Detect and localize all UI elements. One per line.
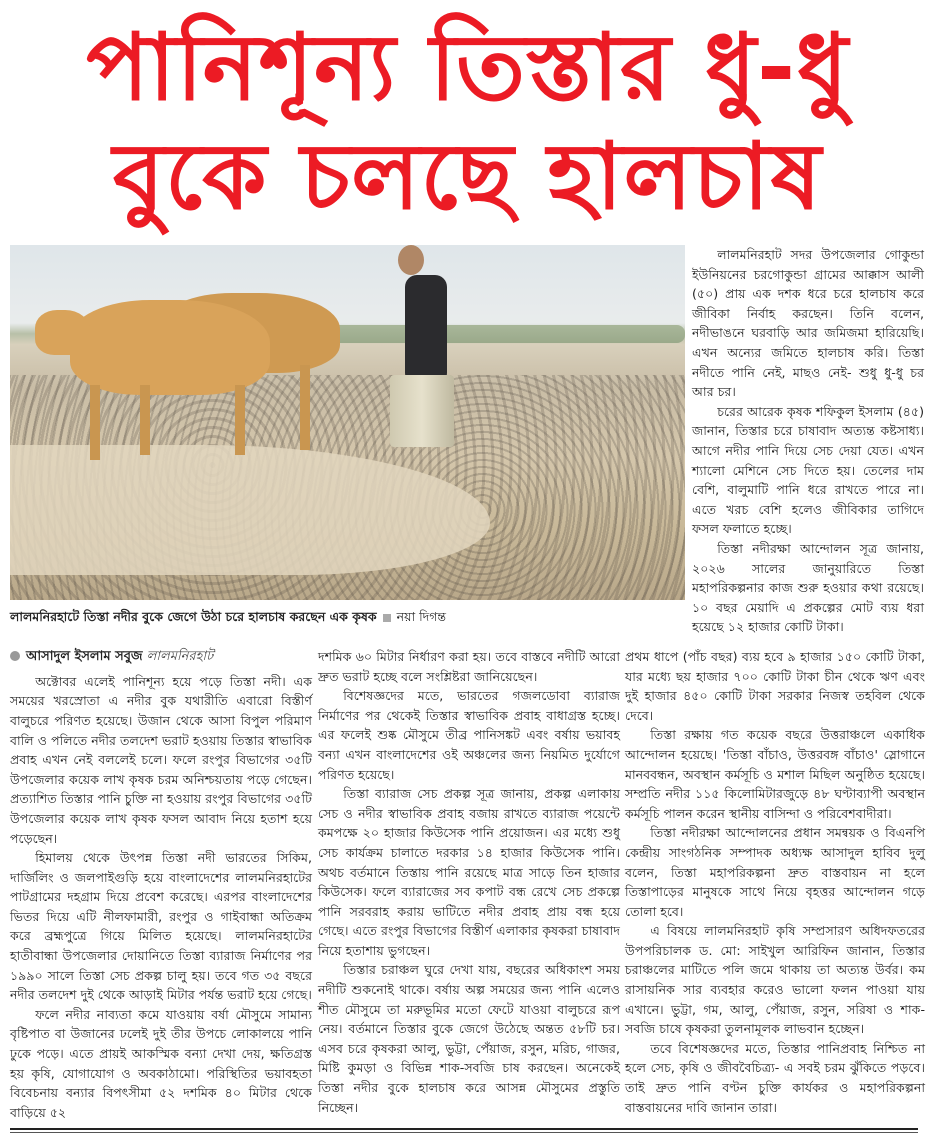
caption-text: লালমনিরহাটে তিস্তা নদীর বুকে জেগে উঠা চরে হালচাষ করছেন এক কৃষক <box>10 609 377 625</box>
paragraph: লালমনিরহাট সদর উপজেলার গোকুন্ডা ইউনিয়নের চরগোকুন্ডা গ্রামের আক্কাস আলী (৫০) প্রায় এক দশক ধরে চরে হালচাষ করে জীবিকা নির্বাহ করছেন। তিনি বলেন, নদীভাঙনে ঘরবাড়ি আর জমিজমা হারিয়েছি। এখন অন্যের জমিতে হালচাষ করি। তিস্তা নদীতে পানি নেই, মাছও নেই- শুধু ধু-ধু চর আর চর। <box>692 247 924 400</box>
headline-line-1: পানিশূন্য তিস্তার ধু-ধু <box>86 14 849 121</box>
photo-tree-line <box>330 325 685 343</box>
paragraph: তবে বিশেষজ্ঞদের মতে, তিস্তার পানিপ্রবাহ নিশ্চিত না হলে সেচ, কৃষি ও জীববৈচিত্র্য- এ সবই চরম ঝুঁকিতে পড়বে। তাই দ্রুত পানি বণ্টন চুক্তি কার্যকর ও মহাপরিকল্পনা বাস্তবায়নের দাবি জানান তারা। <box>625 1040 925 1115</box>
bottom-rule-thin <box>10 1132 918 1133</box>
top-section <box>10 245 925 637</box>
headline <box>10 14 925 231</box>
article-column-2 <box>318 647 620 1117</box>
square-bullet-icon <box>383 614 391 622</box>
photo-caption <box>10 608 685 627</box>
photo-cow-leg <box>235 385 245 455</box>
paragraph: ফলে নদীর নাব্যতা কমে যাওয়ায় বর্ষা মৌসুমে সামান্য বৃষ্টিপাত বা উজানের ঢলেই দুই তীর উপচে লোকালয়ে পানি ঢুকে পড়ে। এতে প্রায়ই আকস্মিক বন্যা দেখা দেয়, ক্ষতিগ্রস্ত হয় কৃষি, যোগাযোগ ও অবকাঠামো। পরিস্থিতির ভয়াবহতা বিবেচনায় বন্যার বিপৎসীমা ৫২ দশমিক ৪০ মিটার থেকে বাড়িয়ে ৫২ <box>10 1006 312 1120</box>
paragraph: তিস্তা ব্যারাজ সেচ প্রকল্প সূত্র জানায়, প্রকল্প এলাকায় সেচ ও নদীর স্বাভাবিক প্রবাহ বজায় রাখতে ব্যারাজ পয়েন্টে কমপক্ষে ২০ হাজার কিউসেক পানি প্রয়োজন। এর মধ্যে শুধু সেচ কার্যক্রম চালাতে দরকার ১৪ হাজার কিউসেক পানি। অথচ বর্তমানে তিস্তায় পানি রয়েছে মাত্র সাড়ে তিন হাজার কিউসেক। ফলে ব্যারাজের সব কপাট বন্ধ রেখে সেচ প্রকল্পে পানি সরবরাহ করায় ভাটিতে নদীর প্রবাহ প্রায় বন্ধ হয়ে গেছে। এতে রংপুর বিভাগের বিস্তীর্ণ এলাকার কৃষকরা চাষাবাদ নিয়ে হতাশায় ভুগছেন। <box>318 786 620 958</box>
photo-farmer-body <box>405 275 447 385</box>
article-column-1 <box>10 647 312 1122</box>
photo-cow-front <box>70 300 270 395</box>
article-column-right-top <box>692 245 924 637</box>
photo-cow-leg <box>90 385 100 460</box>
paragraph: তিস্তা নদীরক্ষা আন্দোলন সূত্র জানায়, ২০২৬ সালের জানুয়ারিতে তিস্তা মহাপরিকল্পনার কাজ শুরু হওয়ার কথা রয়েছে। ১০ বছর মেয়াদি এ প্রকল্পের মোট ব্যয় ধরা হয়েছে ১২ হাজার কোটি টাকা। <box>692 541 924 635</box>
article-column-3 <box>625 647 925 1117</box>
photo-block <box>10 245 685 627</box>
headline-line-2: বুকে চলছে হালচাষ <box>112 122 823 230</box>
bottom-columns <box>10 647 925 1122</box>
paragraph: হিমালয় থেকে উৎপন্ন তিস্তা নদী ভারতের সিকিম, দার্জিলিং ও জলপাইগুড়ি হয়ে বাংলাদেশের লালমনিরহাটের পাটগ্রামের দহগ্রাম দিয়ে প্রবেশ করেছে। এরপর বাংলাদেশের ভিতর দিয়ে এটি নীলফামারী, রংপুর ও গাইবান্ধা অতিক্রম করে ব্রহ্মপুত্রে গিয়ে মিলিত হয়েছে। লালমনিরহাটের হাতীবান্ধা উপজেলার দোয়ানিতে তিস্তা ব্যারাজ নির্মাণের পর ১৯৯০ সালে তিস্তা সেচ প্রকল্প চালু হয়। তবে গত ৩৫ বছরে নদীর তলদেশ দুই থেকে আড়াই মিটার পর্যন্ত ভরাট হয়ে গেছে। <box>10 850 312 1003</box>
photo-cow-leg <box>140 385 150 455</box>
bottom-rule <box>10 1128 918 1130</box>
photo-cow-head <box>35 310 90 355</box>
paragraph: তিস্তা রক্ষায় গত কয়েক বছরে উত্তরাঞ্চলে একাধিক আন্দোলন হয়েছে। 'তিস্তা বাঁচাও, উত্তরবঙ্গ বাঁচাও' স্লোগানে মানববন্ধন, অবস্থান কর্মসূচি ও মশাল মিছিল অনুষ্ঠিত হয়েছে। সম্প্রতি নদীর ১১৫ কিলোমিটারজুড়ে ৪৮ ঘণ্টাব্যাপী অবস্থান কর্মসূচি পালন করেন স্থানীয় বাসিন্দা ও পরিবেশবাদীরা। <box>625 727 925 821</box>
author-name: আসাদুল ইসলাম সবুজ <box>26 648 143 664</box>
paragraph: তিস্তা নদীরক্ষা আন্দোলনের প্রধান সমন্বয়ক ও বিএনপি কেন্দ্রীয় সাংগঠনিক সম্পাদক অধ্যক্ষ আসাদুল হাবিব দুলু বলেন, তিস্তা মহাপরিকল্পনা দ্রুত বাস্তবায়ন না হলে তিস্তাপাড়ের মানুষকে সাথে নিয়ে বৃহত্তর আন্দোলন গড়ে তোলা হবে। <box>625 825 925 919</box>
paragraph: এ বিষয়ে লালমনিরহাট কৃষি সম্প্রসারণ অধিদফতরের উপপরিচালক ড. মো: সাইখুল আরিফিন জানান, তিস্তার চরাঞ্চলের মাটিতে পলি জমে থাকায় তা অত্যন্ত উর্বর। কম রাসায়নিক সার ব্যবহার করেও ভালো ফলন পাওয়া যায় এখানে। ভুট্টা, গম, আলু, পেঁয়াজ, রসুন, সরিষা ও শাক-সবজি চাষে কৃষকরা তুলনামূলক লাভবান হচ্ছেন। <box>625 923 925 1037</box>
paragraph: অক্টোবর এলেই পানিশূন্য হয়ে পড়ে তিস্তা নদী। এক সময়ের খরস্রোতা এ নদীর বুক যথারীতি এবারো বিস্তীর্ণ বালুচরে পরিণত হয়েছে। উজান থেকে আসা বিপুল পরিমাণ বালি ও পলিতে নদীর তলদেশ ভরাট হওয়ায় তিস্তার স্বাভাবিক প্রবাহ এখন নেই বললেই চলে। ফলে রংপুর বিভাগের ৩৫টি উপজেলার কয়েক লাখ কৃষক চরম অনিশ্চয়তায় পড়ে গেছেন। প্রত্যাশিত তিস্তার পানি চুক্তি না হওয়ায় রংপুর বিভাগের ৩৫টি উপজেলার কয়েক লাখ কৃষক ফসল আবাদ নিয়ে হতাশ হয়ে পড়েছেন। <box>10 673 312 846</box>
photo-cow-leg <box>300 365 310 450</box>
photo-farmer-head <box>398 245 424 275</box>
photo-credit: নয়া দিগন্ত <box>396 609 447 625</box>
paragraph: তিস্তার চরাঞ্চল ঘুরে দেখা যায়, বছরের অধিকাংশ সময় নদীটি শুকনোই থাকে। বর্ষায় অল্প সময়ের জন্য পানি এলেও শীত মৌসুমে তা মরুভূমির মতো ফেটে যাওয়া বালুচরে রূপ নেয়। বর্তমানে তিস্তার বুকে জেগে উঠেছে অন্তত ৫৮টি চর। এসব চরে কৃষকরা আলু, ভুট্টা, পেঁয়াজ, রসুন, মরিচ, গাজর, মিষ্টি কুমড়া ও বিভিন্ন শাক-সবজি চাষ করছেন। অনেকেই তিস্তা নদীর বুকে হালচাষ করে আসন্ন মৌসুমের প্রস্তুতি নিচ্ছেন। <box>318 962 620 1115</box>
bullet-dot-icon <box>10 651 20 661</box>
paragraph: প্রথম ধাপে (পাঁচ বছর) ব্যয় হবে ৯ হাজার ১৫০ কোটি টাকা, যার মধ্যে ছয় হাজার ৭০০ কোটি টাকা চীন থেকে ঋণ এবং দুই হাজার ৪৫০ কোটি টাকা সরকার নিজস্ব তহবিল থেকে দেবে। <box>625 648 925 723</box>
photo-farmer-lungi <box>390 375 454 447</box>
byline <box>10 647 312 668</box>
news-photo-farmer-plowing <box>10 245 685 600</box>
paragraph: দশমিক ৬০ মিটার নির্ধারণ করা হয়। তবে বাস্তবে নদীটি আরো দ্রুত ভরাট হচ্ছে বলে সংশ্লিষ্টরা জানিয়েছেন। <box>318 648 620 684</box>
paragraph: চরের আরেক কৃষক শফিকুল ইসলাম (৪৫) জানান, তিস্তার চরে চাষাবাদ অত্যন্ত কষ্টসাধ্য। আগে নদীর পানি দিয়ে সেচ দেয়া যেত। এখন শ্যালো মেশিনে সেচ দিতে হয়। তেলের দাম বেশি, বালুমাটি পানি ধরে রাখতে পারে না। এতে খরচ বেশি হলেও জীবিকার তাগিদে ফসল ফলাতে হচ্ছে। <box>692 403 924 537</box>
paragraph: বিশেষজ্ঞদের মতে, ভারতের গজলডোবা ব্যারাজ নির্মাণের পর থেকেই তিস্তার স্বাভাবিক প্রবাহ বাধাগ্রস্ত হচ্ছে। এর ফলেই শুষ্ক মৌসুমে তীব্র পানিসঙ্কট এবং বর্ষায় ভয়াবহ বন্যা এখন বাংলাদেশের ওই অঞ্চলের জন্য নিয়মিত দুর্যোগে পরিণত হয়েছে। <box>318 688 620 782</box>
dateline-location: লালমনিরহাট <box>146 648 214 664</box>
